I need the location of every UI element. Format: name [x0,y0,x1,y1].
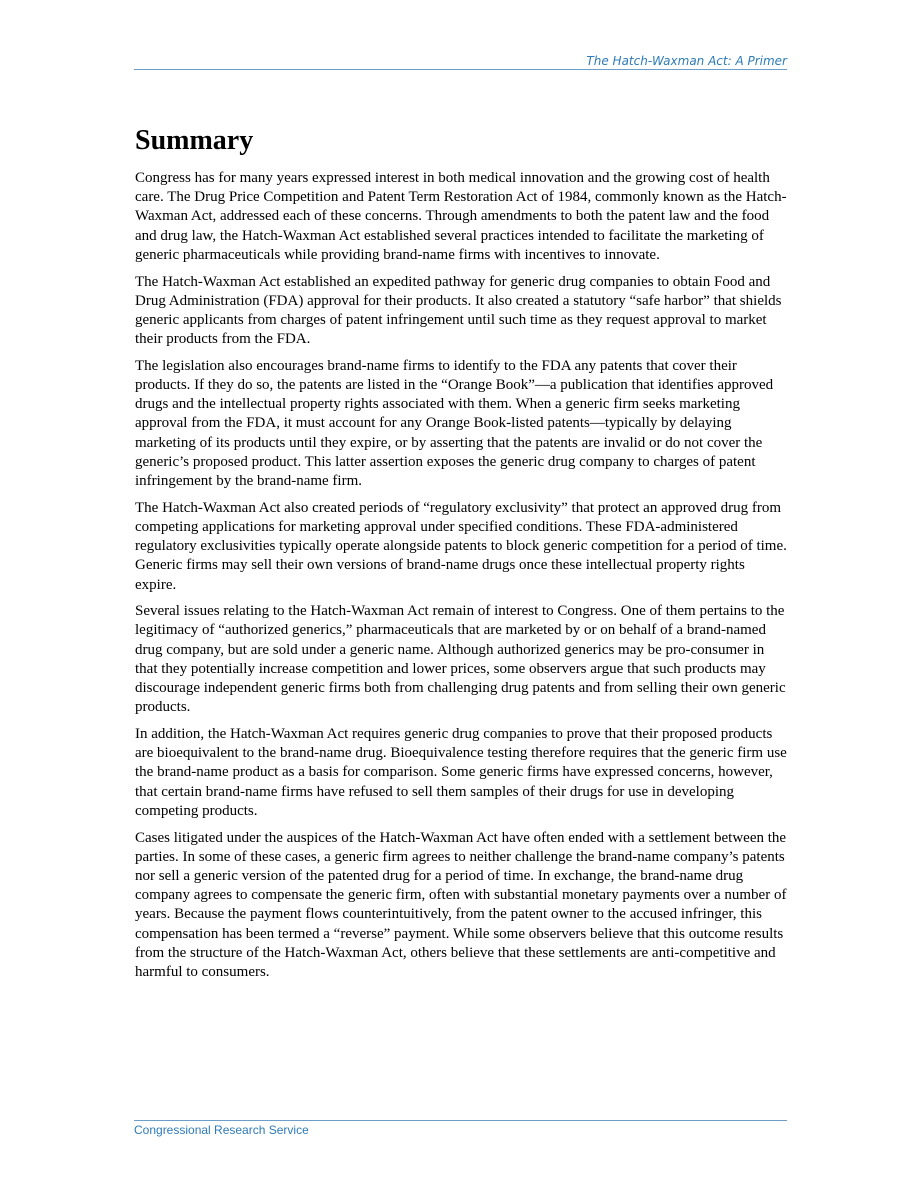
summary-paragraph: In addition, the Hatch-Waxman Act requires generic drug companies to prove that their proposed products are bioequivalent to the brand-name drug. Bioequivalence testing therefore requires that the generic firm use the brand-name product as a basis for comparison. Some generic firms have expressed concerns, however, that certain brand-name firms have refused to sell them samples of their drugs for use in developing competing products. [135,725,787,819]
summary-paragraph: The Hatch-Waxman Act also created periods of “regulatory exclusivity” that protect an approved drug from competing applications for marketing approval under specified conditions. These FDA-administered regulatory exclusivities typically operate alongside patents to block generic competition for a period of time. Generic firms may sell their own versions of brand-name drugs once these intellectual property rights expire. [135,499,787,593]
running-header: The Hatch-Waxman Act: A Primer [134,54,787,70]
running-footer: Congressional Research Service [134,1120,787,1137]
summary-paragraph: Congress has for many years expressed interest in both medical innovation and the growing cost of health care. The Drug Price Competition and Patent Term Restoration Act of 1984, commonly known as the Hatch-Waxman Act, addressed each of these concerns. Through amendments to both the patent law and the food and drug law, the Hatch-Waxman Act established several practices intended to facilitate the marketing of generic pharmaceuticals while providing brand-name firms with incentives to innovate. [135,170,787,263]
summary-paragraph: The Hatch-Waxman Act established an expedited pathway for generic drug companies to obtain Food and Drug Administration (FDA) approval for their products. It also created a statutory “safe harbor” that shields generic applicants from charges of patent infringement until such time as they request approval to market their products from the FDA. [135,273,782,348]
summary-section [135,123,787,990]
summary-paragraph: The legislation also encourages brand-name firms to identify to the FDA any patents that cover their products. If they do so, the patents are listed in the “Orange Book”—a publication that identifies approved drugs and the intellectual property rights associated with them. When a generic firm seeks marketing approval from the FDA, it must account for any Orange Book-listed patents—typically by delaying marketing of its products until they expire, or by asserting that the patents are invalid or do not cover the generic’s proposed product. This latter assertion exposes the generic drug company to charges of patent infringement by the brand-name firm. [135,357,774,490]
summary-paragraph: Cases litigated under the auspices of the Hatch-Waxman Act have often ended with a settlement between the parties. In some of these cases, a generic firm agrees to neither challenge the brand-name company’s patents nor sell a generic version of the patented drug for a period of time. In exchange, the brand-name drug company agrees to compensate the generic firm, often with substantial monetary payments over a number of years. Because the payment flows counterintuitively, from the patent owner to the accused infringer, this compensation has been termed a “reverse” payment. While some observers believe that this outcome results from the structure of the Hatch-Waxman Act, others believe that these settlements are anti-competitive and harmful to consumers. [135,829,787,980]
summary-paragraph: Several issues relating to the Hatch-Waxman Act remain of interest to Congress. One of them pertains to the legitimacy of “authorized generics,” pharmaceuticals that are marketed by or on behalf of a brand-named drug company, but are sold under a generic name. Although authorized generics may be pro-consumer in that they potentially increase competition and lower prices, some observers argue that such products may discourage independent generic firms both from challenging drug patents and from selling their own generic products. [135,603,786,716]
page-title: Summary [135,125,254,156]
